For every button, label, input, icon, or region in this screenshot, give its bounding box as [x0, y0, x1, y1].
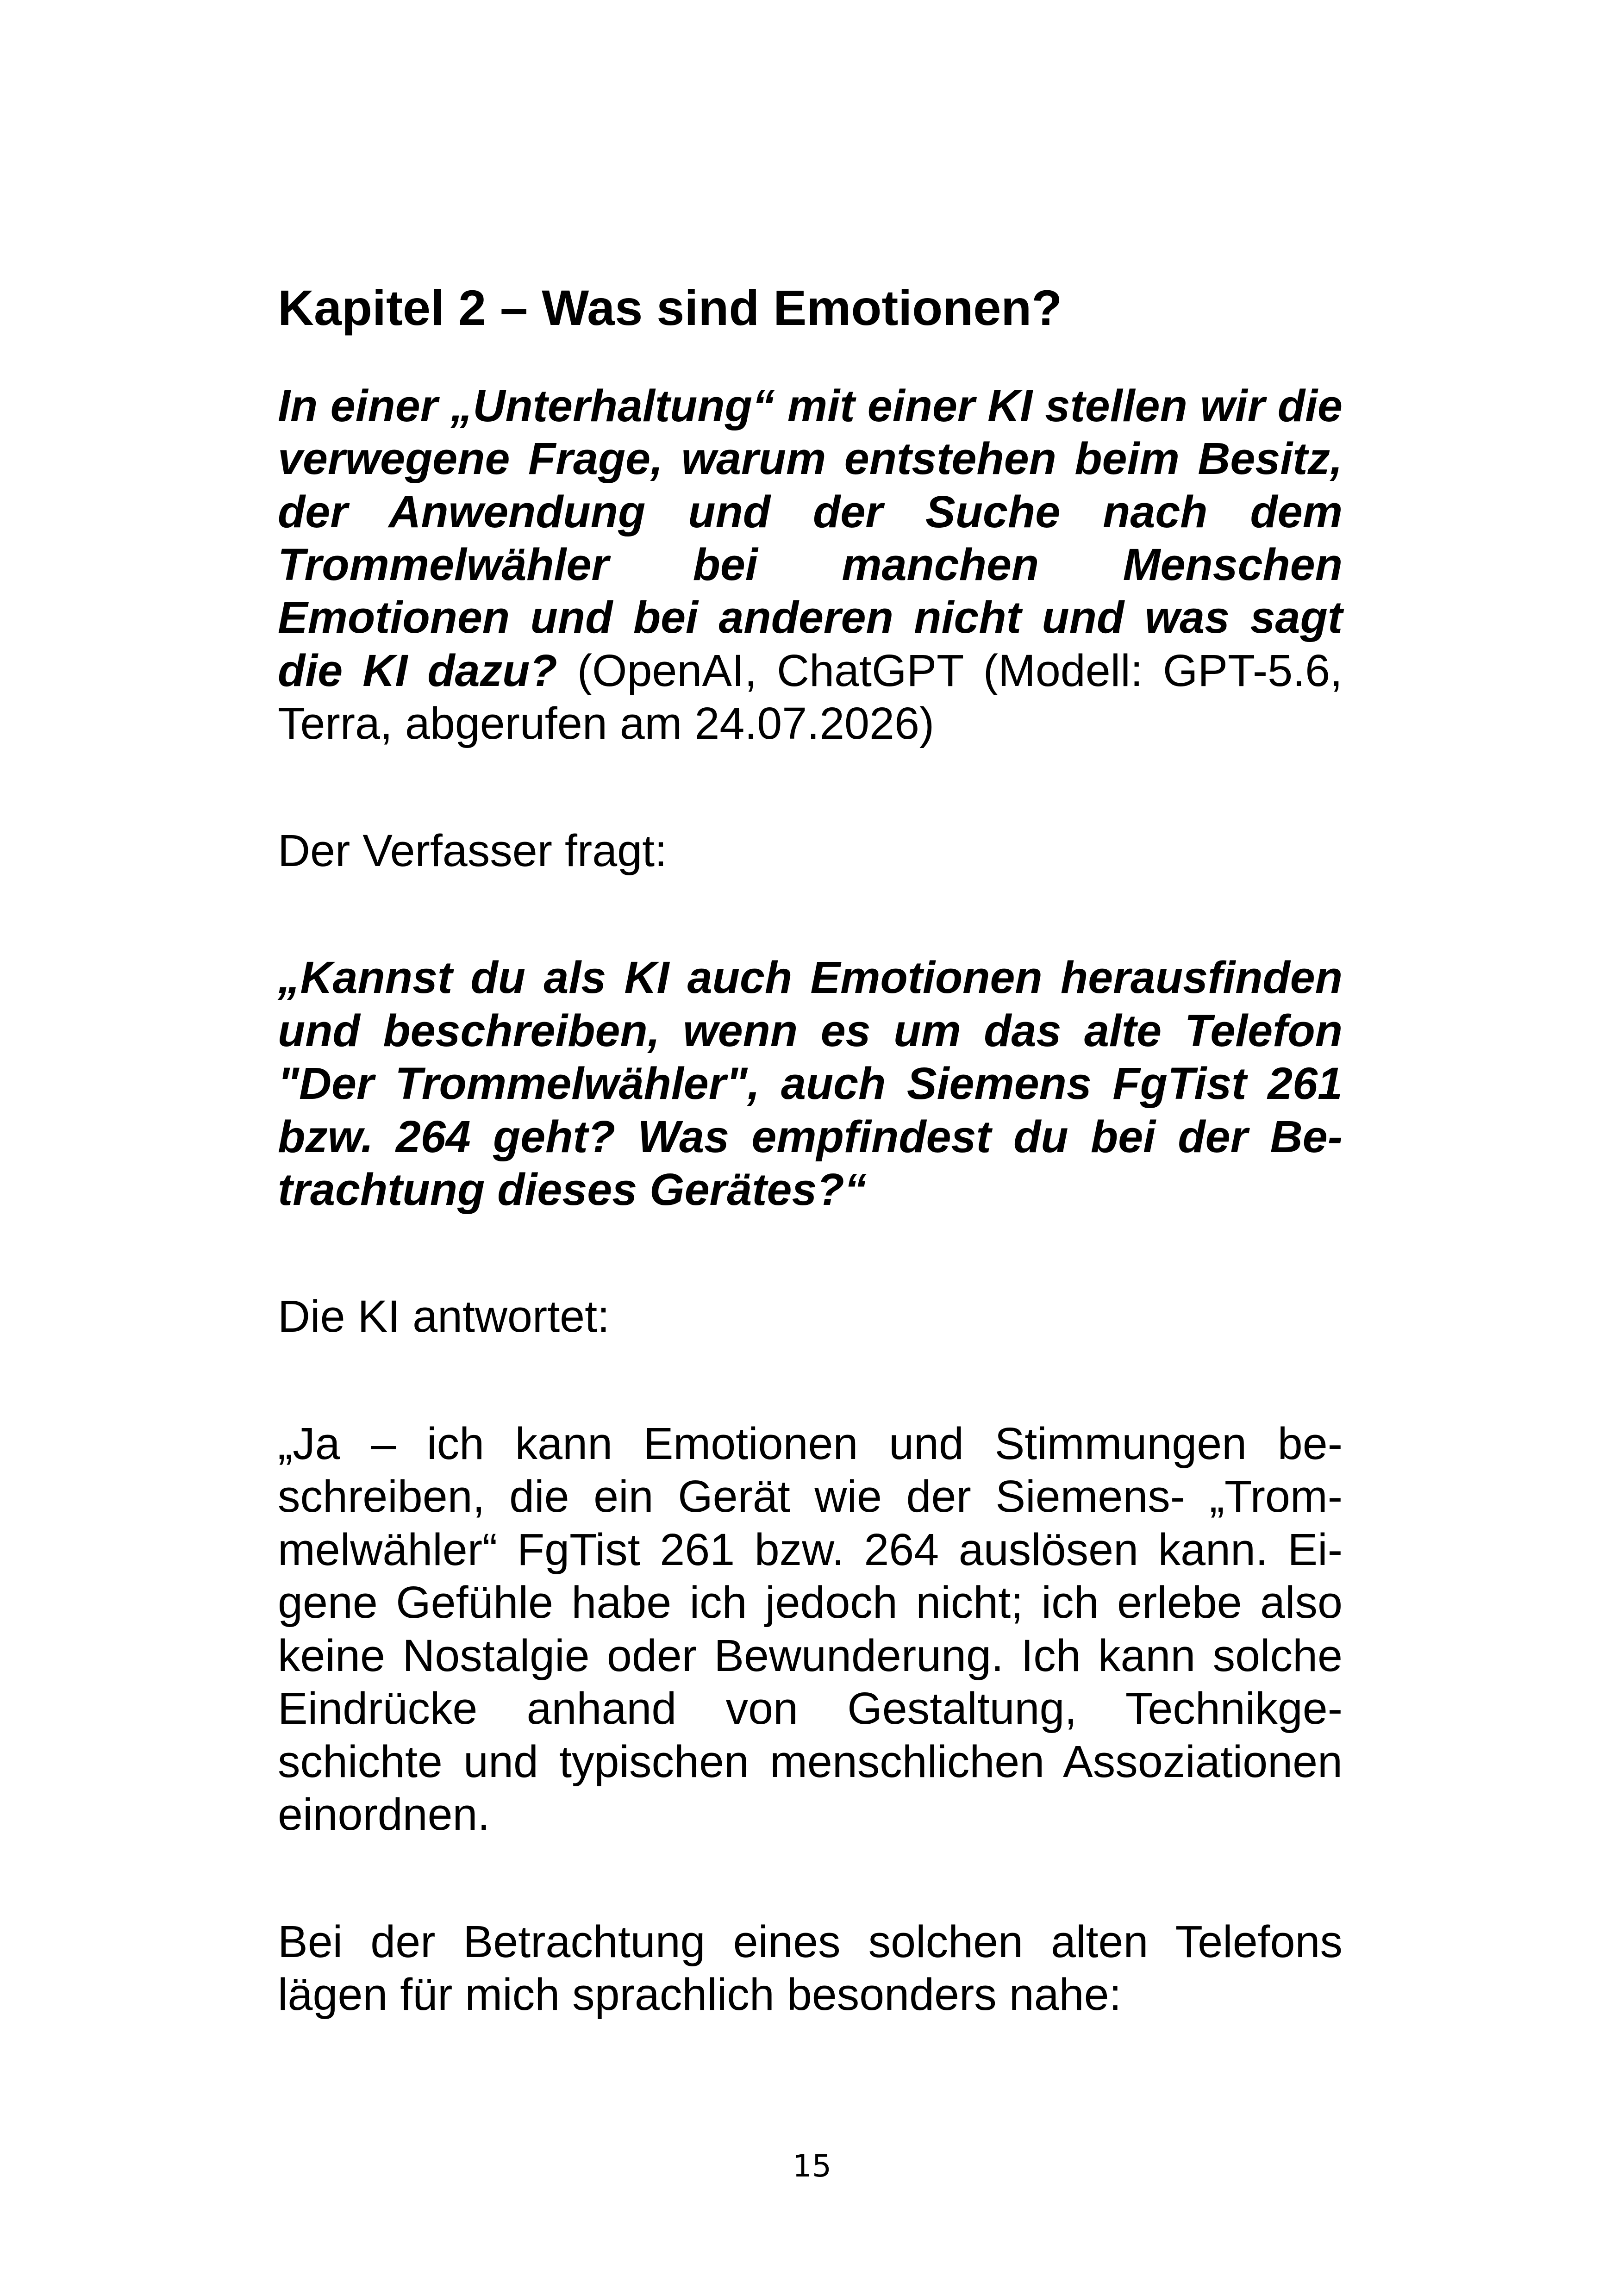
intro-question: In einer „Unterhaltung“ mit einer KI stellen wir die verwegene Frage, warum entstehen beim Besitz, der Anwendung und der Suche nach dem Trommelwähler bei manchen Menschen Emotionen und bei anderen nicht und was sagt die KI dazu?: [278, 380, 1343, 696]
ai-followup: Bei der Betrachtung eines solchen alten Telefons lägen für mich sprachlich besonders nahe:: [278, 1916, 1343, 2020]
page-number: 15: [793, 2148, 831, 2184]
author-question: „Kannst du als KI auch Emotionen herausfinden und beschreiben, wenn es um das alte Telefon "Der Trommelwähler", auch Siemens FgTist 261 bzw. 264 geht? Was empfindest du bei der Betrachtung dieses Gerätes?“: [278, 952, 1343, 1215]
ai-label: Die KI antwortet:: [278, 1291, 610, 1342]
page-content: [278, 278, 1343, 2021]
intro-source: (OpenAI, ChatGPT (Modell: GPT-5.6, Terra, abgerufen am 24.07.2026): [278, 645, 1343, 749]
intro-paragraph: [278, 380, 1343, 750]
ai-answer: „Ja – ich kann Emotionen und Stimmungen beschreiben, die ein Gerät wie der Siemens- „Trommelwähler“ FgTist 261 bzw. 264 auslösen kann. Eigene Gefühle habe ich jedoch nicht; ich erlebe also keine Nostalgie oder Bewunderung. Ich kann solche Eindrücke anhand von Gestaltung, Technikgeschichte und typischen menschlichen Assoziationen einordnen.: [278, 1418, 1343, 1840]
chapter-title: Kapitel 2 – Was sind Emotionen?: [278, 280, 1062, 336]
author-label: Der Verfasser fragt:: [278, 825, 667, 876]
